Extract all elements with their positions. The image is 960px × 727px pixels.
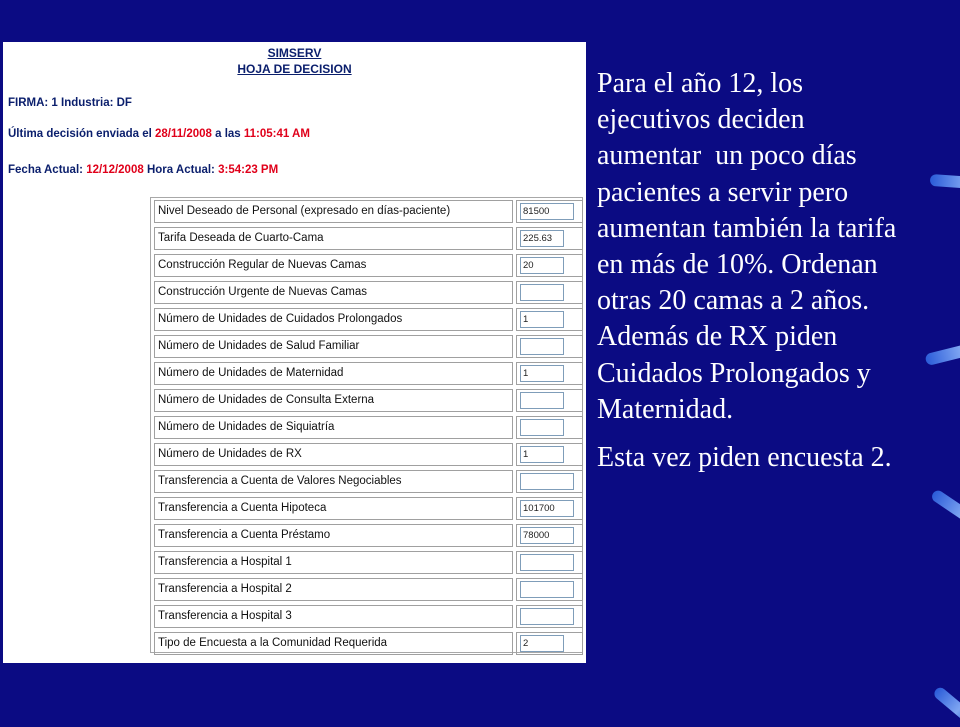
text-line: aumentan también la tarifa [597, 212, 897, 244]
hospital-2-transfer-input[interactable] [520, 581, 574, 598]
regular-beds-input[interactable] [520, 257, 564, 274]
last-decision-label: Última decisión enviada el [8, 128, 155, 140]
field-cell [516, 362, 583, 385]
field-cell [516, 389, 583, 412]
field-cell [516, 335, 583, 358]
decorative-dash [932, 685, 960, 726]
field-label: Tipo de Encuesta a la Comunidad Requerida [154, 632, 513, 655]
family-health-units-input[interactable] [520, 338, 564, 355]
text-line: en más de 10%. Ordenan [597, 249, 878, 281]
current-date-label: Fecha Actual: [8, 164, 87, 176]
field-label: Construcción Urgente de Nuevas Camas [154, 281, 513, 304]
field-cell [516, 524, 583, 547]
field-label: Número de Unidades de Maternidad [154, 362, 513, 385]
securities-transfer-input[interactable] [520, 473, 574, 490]
app-title: SIMSERV [267, 46, 322, 60]
rx-units-input[interactable] [520, 446, 564, 463]
field-cell [516, 443, 583, 466]
field-label: Construcción Regular de Nuevas Camas [154, 254, 513, 277]
text-line: otras 20 camas a 2 años. [597, 285, 870, 317]
last-decision-date: 28/11/2008 [155, 128, 212, 140]
hospital-3-transfer-input[interactable] [520, 608, 574, 625]
field-label: Tarifa Deseada de Cuarto-Cama [154, 227, 513, 250]
field-cell [516, 281, 583, 304]
text-line: Cuidados Prolongados y [597, 357, 871, 389]
text-line: Para el año 12, los [597, 68, 804, 99]
urgent-beds-input[interactable] [520, 284, 564, 301]
field-label: Nivel Deseado de Personal (expresado en días-paciente) [154, 200, 513, 223]
mortgage-transfer-input[interactable] [520, 500, 574, 517]
field-label: Número de Unidades de Cuidados Prolongados [154, 308, 513, 331]
staff-level-input[interactable] [520, 203, 574, 220]
text-line: Maternidad. [597, 393, 734, 425]
field-label: Transferencia a Hospital 3 [154, 605, 513, 628]
field-label: Transferencia a Hospital 2 [154, 578, 513, 601]
current-datetime-info [8, 164, 278, 176]
text-line: pacientes a servir pero [597, 176, 849, 208]
field-cell [516, 605, 583, 628]
decision-sheet-screenshot [3, 42, 586, 663]
field-label: Número de Unidades de RX [154, 443, 513, 466]
hospital-1-transfer-input[interactable] [520, 554, 574, 571]
field-cell [516, 308, 583, 331]
field-cell [516, 200, 583, 223]
field-cell [516, 227, 583, 250]
text-line: ejecutivos deciden [597, 104, 805, 136]
decorative-dash [930, 488, 960, 532]
field-cell [516, 470, 583, 493]
field-label: Número de Unidades de Siquiatría [154, 416, 513, 439]
field-cell [516, 497, 583, 520]
long-term-care-units-input[interactable] [520, 311, 564, 328]
maternity-units-input[interactable] [520, 365, 564, 382]
text-line: Además de RX piden [597, 321, 838, 353]
firma-info: FIRMA: 1 Industria: DF [8, 97, 132, 109]
field-label: Transferencia a Hospital 1 [154, 551, 513, 574]
field-label: Número de Unidades de Salud Familiar [154, 335, 513, 358]
survey-type-input[interactable] [520, 635, 564, 652]
sheet-title: HOJA DE DECISION [237, 62, 352, 76]
field-label: Transferencia a Cuenta de Valores Negociables [154, 470, 513, 493]
field-label: Transferencia a Cuenta Préstamo [154, 524, 513, 547]
field-cell [516, 416, 583, 439]
text-paragraph-2: Esta vez piden encuesta 2. [597, 442, 892, 474]
field-label: Transferencia a Cuenta Hipoteca [154, 497, 513, 520]
current-date: 12/12/2008 [86, 164, 144, 176]
psychiatry-units-input[interactable] [520, 419, 564, 436]
field-cell [516, 551, 583, 574]
slide-text [597, 66, 952, 476]
field-cell [516, 254, 583, 277]
last-decision-at-label: a las [211, 128, 244, 140]
last-decision-info [8, 128, 310, 140]
room-rate-input[interactable] [520, 230, 564, 247]
loan-transfer-input[interactable] [520, 527, 574, 544]
current-time: 3:54:23 PM [218, 164, 279, 176]
outpatient-units-input[interactable] [520, 392, 564, 409]
field-cell [516, 578, 583, 601]
current-time-label: Hora Actual: [143, 164, 219, 176]
text-line: aumentar un poco días [597, 140, 857, 172]
last-decision-time: 11:05:41 AM [243, 128, 310, 140]
field-label: Número de Unidades de Consulta Externa [154, 389, 513, 412]
decision-form [150, 197, 583, 653]
field-cell [516, 632, 583, 655]
